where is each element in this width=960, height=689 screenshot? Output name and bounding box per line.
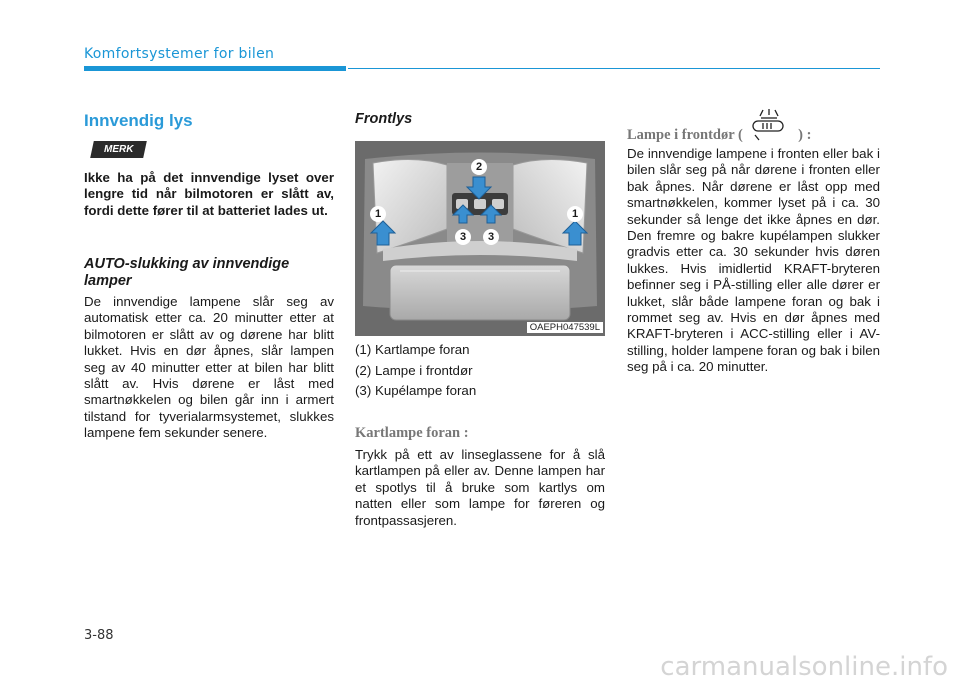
- section-title: Komfortsystemer for bilen: [84, 46, 275, 62]
- note-badge: MERK: [90, 141, 147, 158]
- door-lamp-heading: [627, 124, 811, 147]
- door-lamp-body: De innvendige lampene i fronten eller bak i bilen slår seg på når dørene i fronten eller bak åpnes. Når dørene er låst opp med smartnøkkelen, kommer lyset på i ca. 30 sekunder så lenge det ikke åpnes en dør. Den fremre og bakre kupélampen slukker gradvis etter ca. 30 sekunder hvis døren lukkes. Hvis imidlertid KRAFT-bryteren befinner seg i PÅ-stilling eller alle dører er lukket, slår både lampene foran og bak i rommet seg av. Hvis en dør åpnes med KRAFT-bryteren i ACC-stilling eller i AV-stilling, holder lampene foran og bak i bilen seg på i ca. 20 minutter.: [627, 146, 880, 375]
- figure-code: OAEPH047539L: [527, 322, 603, 333]
- watermark: carmanualsonline.info: [660, 652, 948, 682]
- marker-2: 2: [471, 159, 487, 175]
- battery-warning-text: Ikke ha på det innvendige lyset over lengre tid når bilmotoren er slått av, fordi dette fører til at batteriet lades ut.: [84, 170, 334, 218]
- auto-off-heading: AUTO-slukking av innvendige lamper: [84, 256, 290, 289]
- front-light-heading: Frontlys: [355, 111, 413, 127]
- marker-1-left: 1: [370, 206, 386, 222]
- list-item: (2) Lampe i frontdør: [355, 362, 473, 378]
- header-rule-thin: [348, 68, 880, 69]
- header-rule-thick: [84, 66, 346, 71]
- marker-1-right: 1: [567, 206, 583, 222]
- door-lamp-heading-post: ) :: [798, 126, 812, 143]
- map-lamp-heading: Kartlampe foran :: [355, 425, 469, 441]
- interior-light-heading: Innvendig lys: [84, 111, 193, 130]
- map-lamp-body: Trykk på ett av linseglassene for å slå kartlampen på eller av. Denne lampen har et spotlys til å bruke som kartlys om natten eller som lampe for føreren og frontpassasjeren.: [355, 447, 605, 528]
- door-lamp-icon: [747, 124, 795, 147]
- auto-off-body: De innvendige lampene slår seg av automatisk etter ca. 20 minutter etter at bilmotoren er slått av og dørene har blitt lukket. Hvis en dør åpnes, slår lampen seg av 40 minutter etter at bilen har blitt slått av. Hvis dørene er låst med smartnøkkelen og bilen går inn i armert tilstand for tyverialarmsystemet, slukkes lampene fem sekunder senere.: [84, 294, 334, 441]
- page-number: 3-88: [84, 628, 114, 643]
- marker-3-left: 3: [455, 229, 471, 245]
- overhead-console-figure: [355, 141, 605, 336]
- door-lamp-heading-pre: Lampe i frontdør (: [627, 126, 743, 143]
- list-item: (3) Kupélampe foran: [355, 383, 477, 398]
- legend-list: [355, 340, 605, 402]
- list-item: (1) Kartlampe foran: [355, 342, 470, 357]
- marker-3-right: 3: [483, 229, 499, 245]
